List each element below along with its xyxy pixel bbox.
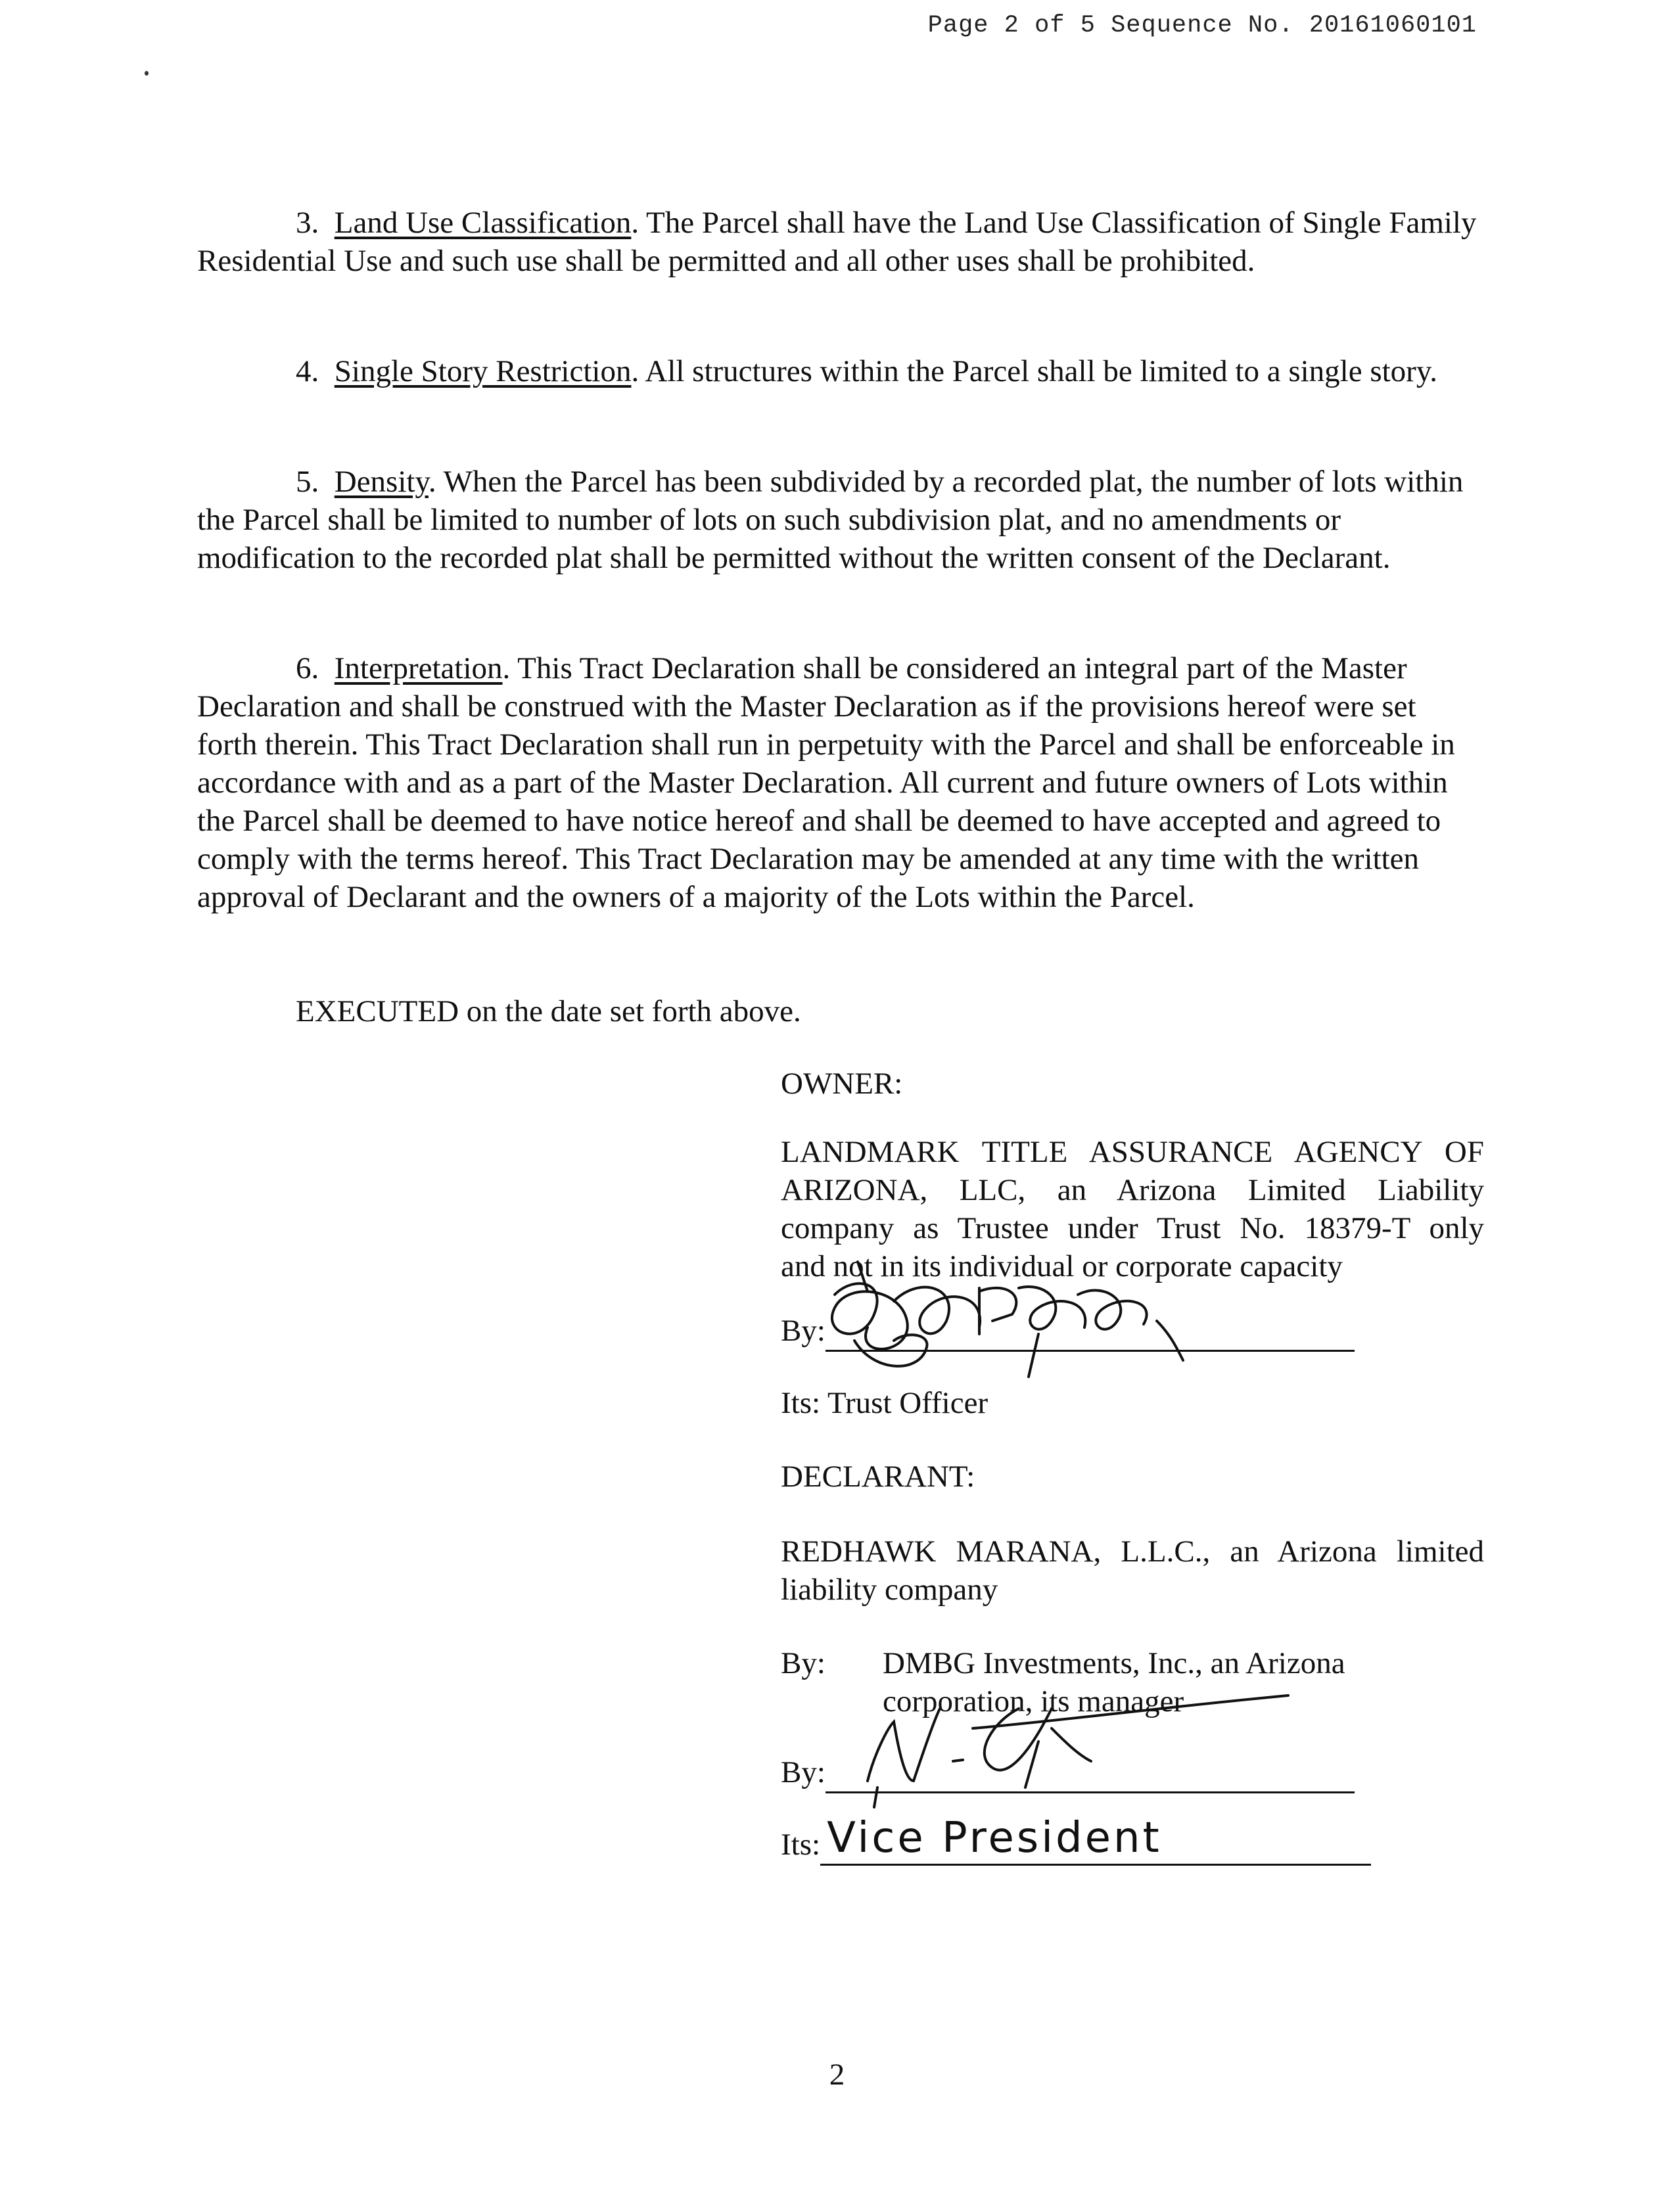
page-number: 2 <box>829 2058 845 2092</box>
paragraph-3 <box>197 204 1479 280</box>
owner-signature-icon <box>815 1262 1183 1393</box>
owner-entity-line: LANDMARK TITLE ASSURANCE AGENCY OF <box>781 1135 1484 1169</box>
owner-its: Its: Trust Officer <box>781 1386 988 1420</box>
paragraph-5-heading: Density <box>334 465 429 499</box>
handwritten-title: Vice President <box>827 1814 1162 1862</box>
scan-speck <box>145 71 149 76</box>
paragraph-4 <box>197 352 1479 390</box>
declarant-signature-icon <box>854 1682 1314 1814</box>
manager-line: corporation, its manager <box>883 1684 1184 1718</box>
paragraph-5 <box>197 463 1479 577</box>
declarant-entity <box>781 1532 1484 1609</box>
owner-entity-line: and not in its individual or corporate capacity <box>781 1249 1343 1283</box>
declarant-label: DECLARANT: <box>781 1460 975 1494</box>
owner-label: OWNER: <box>781 1067 903 1101</box>
paragraph-6-text: . This Tract Declaration shall be considered an integral part of the Master Declaration and shall be construed with the Master Declaration as if the provisions hereof were set forth therein. This Tract Declaration shall run in perpetuity with the Parcel and shall be enforceable in accordance with and as a part of the Master Declaration. All current and future owners of Lots within the Parcel shall be deemed to have notice hereof and shall be deemed to have accepted and agreed to comply with the terms hereof. This Tract Declaration may be amended at any time with the written approval of Declarant and the owners of a majority of the Lots within the Parcel. <box>197 651 1455 914</box>
paragraph-3-heading: Land Use Classification <box>334 206 632 240</box>
paragraph-3-text: . The Parcel shall have the Land Use Classification of Single Family Residential Use and such use shall be permitted and all other uses shall be prohibited. <box>197 206 1477 278</box>
declarant-its-line <box>781 1814 1484 1866</box>
owner-by-label: By: <box>781 1314 825 1348</box>
declarant-by-label: By: <box>781 1646 825 1680</box>
paragraph-4-number: 4. <box>296 354 319 388</box>
paragraph-6-heading: Interpretation <box>334 651 503 685</box>
executed-statement: EXECUTED on the date set forth above. <box>296 994 801 1028</box>
declarant-entity-line: liability company <box>781 1573 998 1607</box>
paragraph-5-text: . When the Parcel has been subdivided by a recorded plat, the number of lots within the Parcel shall be limited to number of lots on such subdivision plat, and no amendments or modification to the recorded plat shall be permitted without the written consent of the Declarant. <box>197 465 1464 575</box>
declarant-its-label: Its: <box>781 1828 821 1862</box>
manager-line: DMBG Investments, Inc., an Arizona <box>883 1646 1345 1680</box>
declarant-its-underline <box>820 1814 1371 1866</box>
owner-entity-line: ARIZONA, LLC, an Arizona Limited Liability <box>781 1173 1484 1207</box>
paragraph-4-text: . All structures within the Parcel shall be limited to a single story. <box>631 354 1438 388</box>
declarant-entity-line: REDHAWK MARANA, L.L.C., an Arizona limited <box>781 1534 1484 1569</box>
page-sequence-header: Page 2 of 5 Sequence No. 20161060101 <box>927 12 1477 39</box>
owner-entity-line: company as Trustee under Trust No. 18379-T only <box>781 1211 1484 1245</box>
declarant-by2-label: By: <box>781 1755 825 1789</box>
paragraph-5-number: 5. <box>296 465 319 499</box>
paragraph-6-number: 6. <box>296 651 319 685</box>
paragraph-3-number: 3. <box>296 206 319 240</box>
paragraph-4-heading: Single Story Restriction <box>334 354 632 388</box>
paragraph-6 <box>197 649 1479 916</box>
